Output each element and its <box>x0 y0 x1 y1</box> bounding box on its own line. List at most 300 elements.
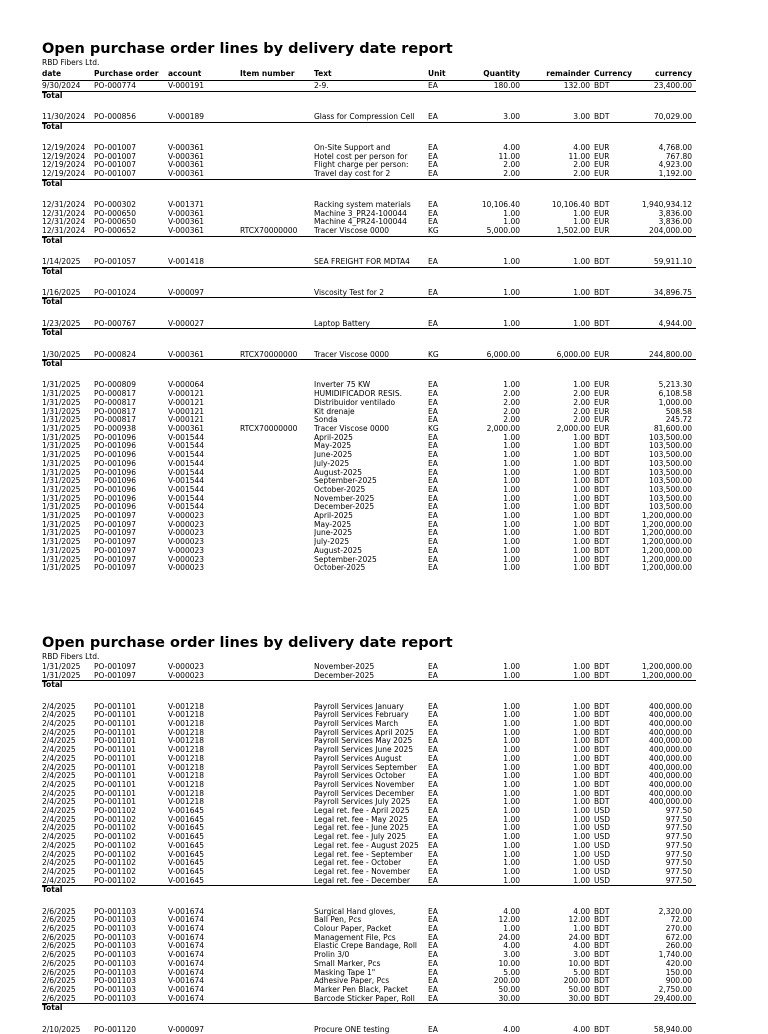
cell-unit: EA <box>428 477 438 486</box>
cell-text: Procure ONE testing <box>314 1024 390 1034</box>
cell-date: 2/4/2025 <box>42 807 76 816</box>
cell-date: 1/31/2025 <box>42 529 81 538</box>
cell-remainder: 1.00 <box>573 451 590 460</box>
cell-currency: BDT <box>594 780 610 789</box>
total-row <box>42 360 696 369</box>
cell-item-number <box>240 960 314 969</box>
cell-quantity: 1.00 <box>503 662 520 671</box>
cell-remainder: 132.00 <box>563 81 590 90</box>
cell-date: 2/6/2025 <box>42 942 76 951</box>
cell-account: V-000361 <box>168 142 205 152</box>
cell-currency: EUR <box>594 142 610 152</box>
cell-purchase-order: PO-001096 <box>94 503 136 512</box>
cell-account: V-001218 <box>168 772 205 781</box>
cell-item-number <box>240 218 314 227</box>
cell-text: Legal ret. fee - May 2025 <box>314 815 409 824</box>
cell-item-number <box>240 824 314 833</box>
cell-purchase-order: PO-001103 <box>94 994 136 1003</box>
cell-currency: BDT <box>594 951 610 960</box>
table-row <box>42 521 696 530</box>
cell-amount: 103,500.00 <box>649 468 692 477</box>
cell-purchase-order: PO-001007 <box>94 169 136 178</box>
cell-account: V-001544 <box>168 503 205 512</box>
cell-text: December-2025 <box>314 503 375 512</box>
cell-currency: BDT <box>594 256 610 266</box>
cell-amount: 977.50 <box>665 841 692 850</box>
cell-currency: BDT <box>594 737 610 746</box>
cell-purchase-order: PO-001103 <box>94 906 136 916</box>
cell-unit: EA <box>428 494 438 503</box>
cell-date: 1/31/2025 <box>42 546 81 555</box>
cell-amount: 81,600.00 <box>653 424 692 433</box>
cell-amount: 103,500.00 <box>649 503 692 512</box>
cell-purchase-order: PO-001101 <box>94 763 136 772</box>
cell-purchase-order: PO-001103 <box>94 942 136 951</box>
cell-currency: BDT <box>594 503 610 512</box>
cell-item-number: RTCX70000000 <box>240 424 298 433</box>
cell-quantity: 180.00 <box>493 81 520 90</box>
cell-account: V-001645 <box>168 876 205 885</box>
cell-unit: EA <box>428 459 438 468</box>
table-row <box>42 529 696 538</box>
cell-amount: 103,500.00 <box>649 477 692 486</box>
cell-account: V-001218 <box>168 701 205 711</box>
cell-date: 1/31/2025 <box>42 459 81 468</box>
cell-remainder: 3.00 <box>573 111 590 121</box>
cell-account: V-001218 <box>168 780 205 789</box>
cell-quantity: 1.00 <box>503 867 520 876</box>
cell-currency: BDT <box>594 564 610 573</box>
cell-quantity: 12.00 <box>498 916 520 925</box>
cell-account: V-000361 <box>168 424 205 433</box>
cell-unit: EA <box>428 737 438 746</box>
cell-remainder: 1.00 <box>573 746 590 755</box>
cell-quantity: 1.00 <box>503 564 520 573</box>
cell-amount: 977.50 <box>665 824 692 833</box>
cell-date: 12/31/2024 <box>42 209 86 218</box>
cell-currency: BDT <box>594 959 610 968</box>
cell-item-number <box>240 547 314 556</box>
cell-account: V-001674 <box>168 951 205 960</box>
report-title: Open purchase order lines by delivery date report <box>42 635 453 651</box>
cell-account: V-001645 <box>168 841 205 850</box>
cell-currency: BDT <box>594 442 610 451</box>
cell-purchase-order: PO-001101 <box>94 780 136 789</box>
cell-text: November-2025 <box>314 662 375 671</box>
cell-item-number <box>240 798 314 807</box>
cell-currency: EUR <box>594 161 610 170</box>
cell-amount: 977.50 <box>665 859 692 868</box>
cell-date: 2/4/2025 <box>42 701 76 711</box>
cell-text: April-2025 <box>314 512 353 521</box>
group-spacer <box>42 690 696 702</box>
cell-purchase-order: PO-001101 <box>94 789 136 798</box>
cell-date: 1/31/2025 <box>42 390 81 399</box>
cell-amount: 23,400.00 <box>653 81 692 90</box>
cell-quantity: 1.00 <box>503 671 520 680</box>
cell-text: HUMIDIFICADOR RESIS. <box>314 390 403 399</box>
cell-date: 1/31/2025 <box>42 442 81 451</box>
cell-item-number <box>240 503 314 512</box>
total-label: Total <box>42 91 696 100</box>
cell-text: December-2025 <box>314 671 375 680</box>
cell-amount: 4,944.00 <box>658 318 692 328</box>
cell-purchase-order: PO-001103 <box>94 985 136 994</box>
cell-account: V-000027 <box>168 318 205 328</box>
cell-purchase-order: PO-001096 <box>94 485 136 494</box>
cell-currency: BDT <box>594 529 610 538</box>
cell-unit: EA <box>428 407 438 416</box>
cell-purchase-order: PO-001102 <box>94 815 136 824</box>
cell-text: October-2025 <box>314 485 366 494</box>
cell-quantity: 1.00 <box>503 859 520 868</box>
cell-account: V-001674 <box>168 977 205 986</box>
cell-account: V-001544 <box>168 468 205 477</box>
table-row <box>42 925 696 934</box>
cell-date: 1/31/2025 <box>42 555 81 564</box>
cell-remainder: 1.00 <box>573 701 590 711</box>
table-row <box>42 833 696 842</box>
cell-quantity: 1.00 <box>503 451 520 460</box>
cell-currency: USD <box>594 824 611 833</box>
cell-purchase-order: PO-001103 <box>94 977 136 986</box>
cell-date: 2/4/2025 <box>42 780 76 789</box>
cell-currency: BDT <box>594 933 610 942</box>
cell-item-number <box>240 288 314 298</box>
cell-remainder: 1.00 <box>573 529 590 538</box>
cell-currency: BDT <box>594 433 610 442</box>
cell-item-number <box>240 764 314 773</box>
cell-currency: EUR <box>594 416 610 425</box>
cell-date: 2/4/2025 <box>42 789 76 798</box>
cell-date: 1/31/2025 <box>42 416 81 425</box>
cell-purchase-order: PO-000774 <box>94 81 136 90</box>
cell-date: 9/30/2024 <box>42 81 81 90</box>
cell-date: 1/14/2025 <box>42 256 81 266</box>
cell-item-number <box>240 469 314 478</box>
cell-amount: 977.50 <box>665 876 692 885</box>
cell-amount: 3,836.00 <box>658 218 692 227</box>
col-date: date <box>42 68 94 81</box>
cell-account: V-001674 <box>168 985 205 994</box>
cell-amount: 244,800.00 <box>649 349 692 359</box>
cell-currency: BDT <box>594 789 610 798</box>
col-quantity: Quantity <box>462 68 524 81</box>
total-row <box>42 1004 696 1013</box>
cell-date: 2/4/2025 <box>42 859 76 868</box>
cell-purchase-order: PO-001103 <box>94 916 136 925</box>
cell-item-number <box>240 977 314 986</box>
cell-remainder: 1.00 <box>573 859 590 868</box>
cell-text: August-2025 <box>314 546 363 555</box>
cell-amount: 1,200,000.00 <box>641 671 692 680</box>
cell-purchase-order: PO-001097 <box>94 564 136 573</box>
cell-unit: EA <box>428 985 438 994</box>
cell-account: V-001218 <box>168 720 205 729</box>
cell-date: 2/4/2025 <box>42 824 76 833</box>
cell-date: 2/6/2025 <box>42 959 76 968</box>
cell-remainder: 1.00 <box>573 218 590 227</box>
cell-amount: 270.00 <box>665 924 692 933</box>
cell-unit: EA <box>428 720 438 729</box>
group-spacer <box>42 338 696 350</box>
cell-currency: BDT <box>594 468 610 477</box>
cell-unit: KG <box>428 226 439 235</box>
cell-item-number <box>240 210 314 219</box>
cell-item-number <box>240 672 314 681</box>
cell-item-number <box>240 170 314 179</box>
cell-remainder: 1.00 <box>573 485 590 494</box>
cell-currency: USD <box>594 876 611 885</box>
cell-unit: EA <box>428 318 438 328</box>
report-title: Open purchase order lines by delivery date report <box>42 41 453 57</box>
cell-text: Payroll Services May 2025 <box>314 737 413 746</box>
cell-item-number <box>240 399 314 408</box>
cell-remainder: 1.00 <box>573 209 590 218</box>
cell-account: V-000023 <box>168 538 205 547</box>
cell-currency: USD <box>594 807 611 816</box>
cell-purchase-order: PO-001096 <box>94 468 136 477</box>
cell-purchase-order: PO-000652 <box>94 226 136 235</box>
cell-date: 1/31/2025 <box>42 564 81 573</box>
cell-quantity: 1.00 <box>503 876 520 885</box>
total-row <box>42 179 696 188</box>
cell-item-number <box>240 319 314 329</box>
cell-currency: USD <box>594 850 611 859</box>
cell-currency: BDT <box>594 994 610 1003</box>
table-row <box>42 868 696 877</box>
table-row <box>42 257 696 267</box>
cell-date: 1/31/2025 <box>42 398 81 407</box>
cell-account: V-001645 <box>168 859 205 868</box>
cell-item-number: RTCX70000000 <box>240 349 298 359</box>
cell-amount: 150.00 <box>665 968 692 977</box>
cell-purchase-order: PO-000809 <box>94 380 136 390</box>
cell-currency: BDT <box>594 942 610 951</box>
cell-item-number <box>240 112 314 122</box>
cell-remainder: 4.00 <box>573 942 590 951</box>
cell-date: 2/6/2025 <box>42 933 76 942</box>
cell-amount: 1,200,000.00 <box>641 538 692 547</box>
report-page-2 <box>42 634 696 1034</box>
cell-quantity: 1.00 <box>503 512 520 521</box>
cell-item-number <box>240 969 314 978</box>
cell-item-number <box>240 925 314 934</box>
cell-quantity: 2,000.00 <box>486 424 520 433</box>
cell-currency: BDT <box>594 1024 610 1034</box>
cell-amount: 59,911.10 <box>653 256 692 266</box>
cell-text: Elastic Crepe Bandage, Roll <box>314 942 418 951</box>
cell-item-number <box>240 161 314 170</box>
cell-amount: 4,923.00 <box>658 161 692 170</box>
cell-amount: 1,200,000.00 <box>641 512 692 521</box>
cell-quantity: 1.00 <box>503 485 520 494</box>
cell-unit: EA <box>428 287 438 297</box>
cell-account: V-001645 <box>168 850 205 859</box>
cell-amount: 400,000.00 <box>649 754 692 763</box>
cell-quantity: 2.00 <box>503 161 520 170</box>
cell-quantity: 1.00 <box>503 555 520 564</box>
cell-remainder: 1.00 <box>573 824 590 833</box>
cell-item-number <box>240 934 314 943</box>
cell-text: Inverter 75 KW <box>314 380 371 390</box>
cell-text: Adhesive Paper, Pcs <box>314 977 390 986</box>
cell-item-number <box>240 781 314 790</box>
cell-remainder: 3.00 <box>573 951 590 960</box>
group-spacer <box>42 100 696 112</box>
cell-purchase-order: PO-001097 <box>94 529 136 538</box>
cell-item-number <box>240 529 314 538</box>
cell-purchase-order: PO-000817 <box>94 416 136 425</box>
cell-purchase-order: PO-001101 <box>94 728 136 737</box>
cell-date: 1/31/2025 <box>42 433 81 442</box>
cell-item-number <box>240 833 314 842</box>
group-spacer <box>42 276 696 288</box>
cell-quantity: 1.00 <box>503 728 520 737</box>
cell-unit: KG <box>428 424 439 433</box>
cell-amount: 70,029.00 <box>653 111 692 121</box>
cell-text: Machine 3_PR24-100044 <box>314 209 407 218</box>
cell-unit: EA <box>428 416 438 425</box>
cell-account: V-001544 <box>168 477 205 486</box>
cell-quantity: 1.00 <box>503 477 520 486</box>
cell-quantity: 1.00 <box>503 468 520 477</box>
cell-account: V-001218 <box>168 798 205 807</box>
cell-currency: BDT <box>594 968 610 977</box>
cell-account: V-000361 <box>168 226 205 235</box>
cell-unit: EA <box>428 933 438 942</box>
cell-unit: EA <box>428 485 438 494</box>
cell-unit: EA <box>428 538 438 547</box>
cell-quantity: 1.00 <box>503 256 520 266</box>
cell-unit: EA <box>428 746 438 755</box>
cell-amount: 6,108.58 <box>658 390 692 399</box>
cell-currency: EUR <box>594 226 610 235</box>
company-name: RBD Fibers Ltd. <box>42 652 100 661</box>
cell-text: Legal ret. fee - September <box>314 850 413 859</box>
cell-date: 2/6/2025 <box>42 924 76 933</box>
cell-remainder: 1.00 <box>573 754 590 763</box>
cell-remainder: 30.00 <box>568 994 590 1003</box>
cell-unit: EA <box>428 142 438 152</box>
cell-item-number <box>240 859 314 868</box>
table-row <box>42 556 696 565</box>
cell-unit: EA <box>428 807 438 816</box>
cell-text: Travel day cost for 2 <box>314 169 391 178</box>
cell-text: Tracer Viscose 0000 <box>314 226 390 235</box>
cell-purchase-order: PO-001103 <box>94 951 136 960</box>
cell-text: Legal ret. fee - November <box>314 867 411 876</box>
cell-currency: BDT <box>594 555 610 564</box>
cell-amount: 400,000.00 <box>649 701 692 711</box>
cell-remainder: 1.00 <box>573 711 590 720</box>
cell-unit: KG <box>428 349 439 359</box>
cell-amount: 245.72 <box>665 416 692 425</box>
cell-purchase-order: PO-001102 <box>94 850 136 859</box>
cell-purchase-order: PO-001096 <box>94 442 136 451</box>
total-label: Total <box>42 236 696 245</box>
cell-currency: EUR <box>594 390 610 399</box>
cell-account: V-001544 <box>168 485 205 494</box>
cell-account: V-001218 <box>168 754 205 763</box>
cell-currency: USD <box>594 815 611 824</box>
cell-quantity: 1.00 <box>503 924 520 933</box>
cell-date: 2/4/2025 <box>42 867 76 876</box>
table-header-row <box>42 68 696 81</box>
cell-date: 2/6/2025 <box>42 968 76 977</box>
cell-account: V-001218 <box>168 746 205 755</box>
cell-item-number <box>240 442 314 451</box>
cell-purchase-order: PO-001096 <box>94 477 136 486</box>
cell-quantity: 1.00 <box>503 209 520 218</box>
cell-text: Payroll Services February <box>314 711 409 720</box>
cell-quantity: 4.00 <box>503 142 520 152</box>
table-row <box>42 960 696 969</box>
col-text: Text <box>314 68 428 81</box>
cell-purchase-order: PO-001096 <box>94 494 136 503</box>
cell-text: Payroll Services October <box>314 772 406 781</box>
cell-item-number <box>240 790 314 799</box>
cell-account: V-000023 <box>168 512 205 521</box>
cell-text: Flight charge per person: <box>314 161 409 170</box>
cell-date: 11/30/2024 <box>42 111 86 121</box>
cell-remainder: 50.00 <box>568 985 590 994</box>
cell-amount: 1,200,000.00 <box>641 546 692 555</box>
cell-date: 2/4/2025 <box>42 850 76 859</box>
cell-remainder: 2,000.00 <box>556 424 590 433</box>
cell-item-number <box>240 907 314 917</box>
cell-date: 12/19/2024 <box>42 152 86 161</box>
col-amount: currency <box>638 68 696 81</box>
cell-date: 2/4/2025 <box>42 728 76 737</box>
cell-quantity: 1.00 <box>503 772 520 781</box>
cell-amount: 103,500.00 <box>649 494 692 503</box>
cell-currency: BDT <box>594 459 610 468</box>
cell-unit: EA <box>428 169 438 178</box>
cell-text: Payroll Services June 2025 <box>314 746 414 755</box>
cell-amount: 900.00 <box>665 977 692 986</box>
cell-amount: 4,768.00 <box>658 142 692 152</box>
cell-quantity: 10.00 <box>498 959 520 968</box>
cell-remainder: 1.00 <box>573 850 590 859</box>
cell-quantity: 1.00 <box>503 546 520 555</box>
cell-unit: EA <box>428 199 438 209</box>
cell-text: Legal ret. fee - June 2025 <box>314 824 409 833</box>
cell-unit: EA <box>428 815 438 824</box>
cell-remainder: 2.00 <box>573 161 590 170</box>
cell-item-number <box>240 842 314 851</box>
cell-text: Tracer Viscose 0000 <box>314 349 390 359</box>
cell-item-number <box>240 995 314 1004</box>
table-row <box>42 916 696 925</box>
cell-text: Legal ret. fee - April 2025 <box>314 807 410 816</box>
cell-unit: EA <box>428 529 438 538</box>
cell-remainder: 1.00 <box>573 671 590 680</box>
cell-item-number <box>240 257 314 267</box>
cell-currency: USD <box>594 867 611 876</box>
cell-unit: EA <box>428 520 438 529</box>
cell-account: V-000023 <box>168 546 205 555</box>
cell-currency: BDT <box>594 711 610 720</box>
cell-account: V-001218 <box>168 763 205 772</box>
total-row <box>42 298 696 307</box>
cell-account: V-001674 <box>168 906 205 916</box>
cell-purchase-order: PO-000938 <box>94 424 136 433</box>
cell-currency: BDT <box>594 906 610 916</box>
cell-text: July-2025 <box>314 538 350 547</box>
table-row <box>42 210 696 219</box>
cell-purchase-order: PO-000650 <box>94 218 136 227</box>
